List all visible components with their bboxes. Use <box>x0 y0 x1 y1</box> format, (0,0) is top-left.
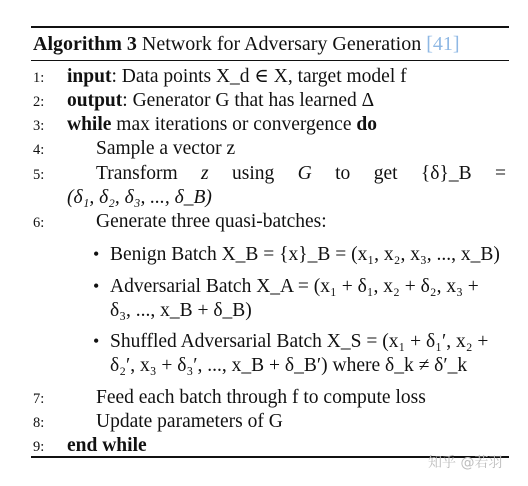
line-text: max iterations or convergence <box>111 114 357 135</box>
line-number: 8: <box>33 415 45 431</box>
algo-line-transform <box>96 161 506 187</box>
line-text: : Data points X_d ∈ X, target model f <box>111 66 407 87</box>
line-number: 9: <box>33 439 45 455</box>
algo-line-transform-cont: (δ₁, δ₂, δ₃, ..., δ_B) <box>67 187 212 208</box>
watermark: 知乎 @若羽 <box>428 455 503 471</box>
line-number: 5: <box>33 167 45 183</box>
algo-line-output <box>67 88 374 114</box>
keyword: while <box>67 114 112 135</box>
line-text: using <box>232 163 275 184</box>
caption-label: Algorithm 3 <box>33 33 137 55</box>
algo-line-endwhile: end while <box>67 435 147 456</box>
bullet-shuffled-cont: δ₂′, x₃ + δ₃′, ..., x_B + δ_B′) where δ_k ≠ δ′_k <box>110 355 468 376</box>
keyword: do <box>356 114 377 135</box>
line-text: to <box>335 163 351 184</box>
line-text: {δ}_B <box>420 163 472 184</box>
line-number: 2: <box>33 94 45 110</box>
line-number: 7: <box>33 391 45 407</box>
line-number: 1: <box>33 70 45 86</box>
top-rule <box>31 26 509 28</box>
bullet-benign: Benign Batch X_B = {x}_B = (x₁, x₂, x₃, ..., x_B) <box>110 244 500 265</box>
line-text: = <box>494 163 506 184</box>
line-text: z <box>201 163 209 184</box>
algo-line-while <box>67 112 377 138</box>
algo-line-feed: Feed each batch through f to compute loss <box>96 387 426 408</box>
line-text: : Generator G that has learned Δ <box>122 90 375 111</box>
bullet-icon: • <box>93 276 100 296</box>
bullet-shuffled: Shuffled Adversarial Batch X_S = (x₁ + δ₁′, x₂ + <box>110 331 489 352</box>
algo-line-generate: Generate three quasi-batches: <box>96 211 327 232</box>
bullet-adversarial: Adversarial Batch X_A = (x₁ + δ₁, x₂ + δ₂, x₃ + <box>110 276 479 297</box>
line-number: 3: <box>33 118 45 134</box>
bullet-icon: • <box>93 331 100 351</box>
line-text: get <box>373 163 398 184</box>
bullet-adversarial-cont: δ₃, ..., x_B + δ_B) <box>110 300 252 321</box>
citation-link[interactable]: [41] <box>426 33 460 55</box>
algo-line-input <box>67 64 407 90</box>
line-text: Transform <box>96 163 178 184</box>
bullet-icon: • <box>93 244 100 264</box>
line-number: 4: <box>33 142 45 158</box>
caption-rule <box>31 60 509 61</box>
line-text: G <box>297 163 312 184</box>
algo-line-sample: Sample a vector z <box>96 138 236 159</box>
algorithm-caption <box>33 31 460 57</box>
line-number: 6: <box>33 215 45 231</box>
caption-title: Network for Adversary Generation <box>141 33 422 55</box>
keyword: input <box>67 66 112 87</box>
keyword: output <box>67 90 123 111</box>
algo-line-update: Update parameters of G <box>96 411 283 432</box>
